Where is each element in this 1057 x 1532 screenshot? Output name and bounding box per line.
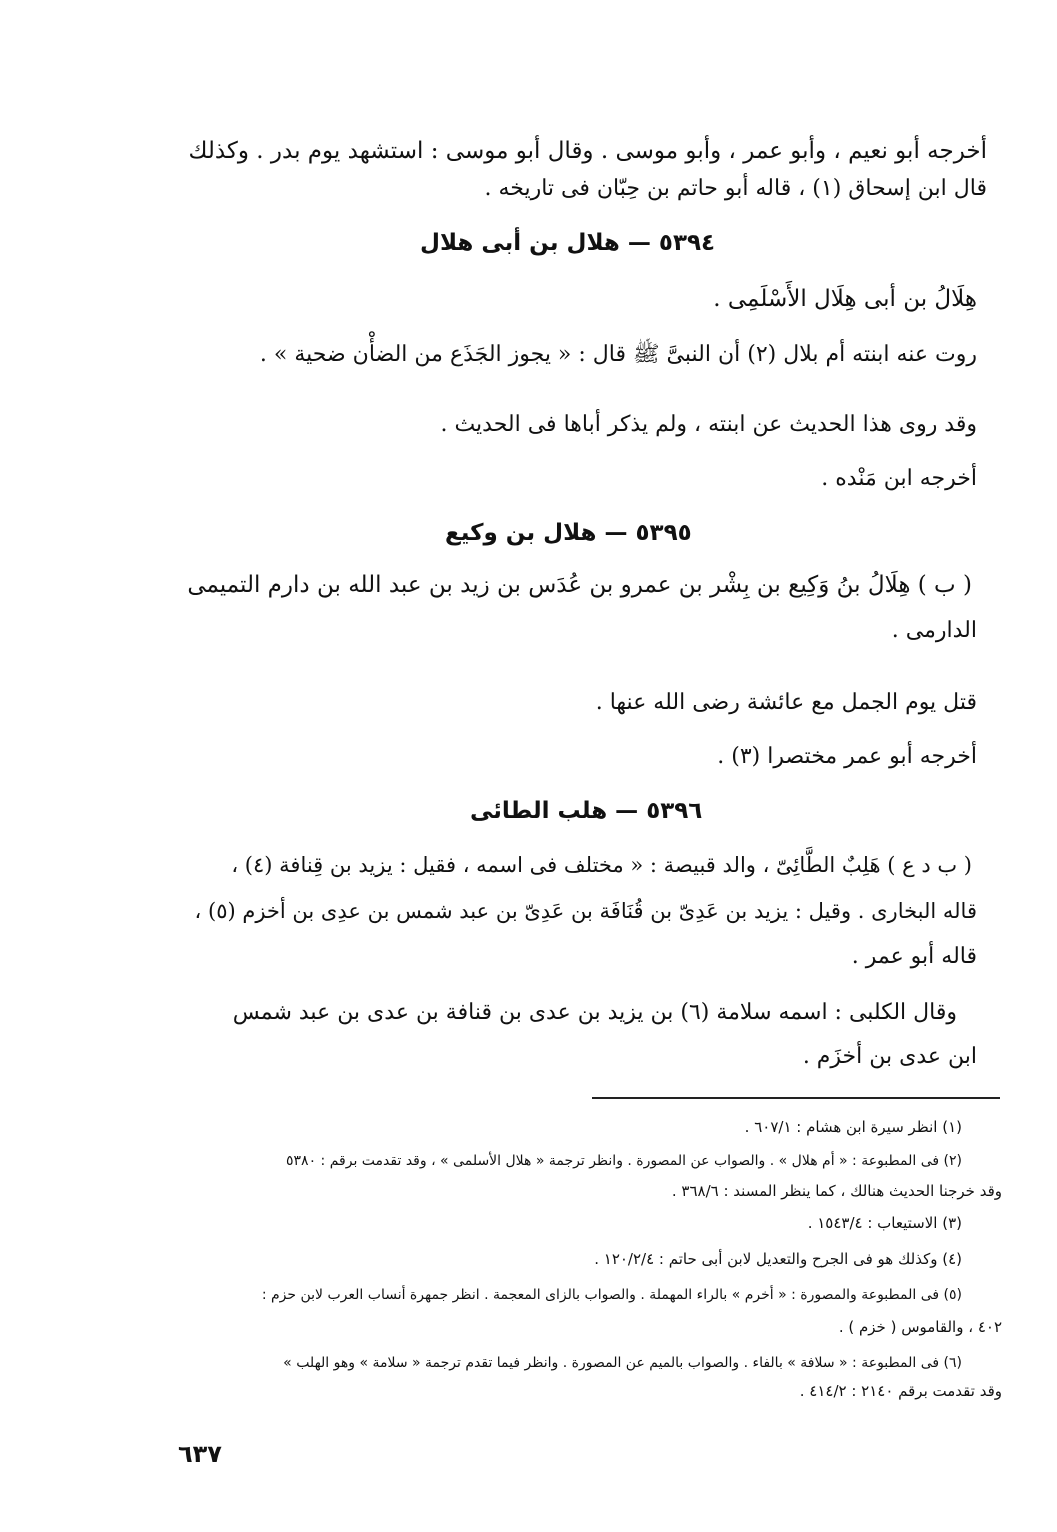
prev-entry-line-1: أخرجه أبو نعيم ، وأبو عمر ، وأبو موسى . وقال أبو موسى : استشهد يوم بدر . وكذلك — [188, 138, 987, 164]
footnote-separator — [592, 1097, 1000, 1099]
entry-heading-5394: ٥٣٩٤ — هلال بن أبى هلال — [420, 230, 716, 256]
entry-5395-lineage-line-1: ( ب ) هِلَالُ بنُ وَكِيع بن بِشْر بن عمرو بن عُدَس بن زيد بن عبد الله بن دارم التميمى — [187, 572, 972, 598]
prev-entry-line-2: قال ابن إسحاق (١) ، قاله أبو حاتم بن حِبّان فى تاريخه . — [484, 176, 987, 201]
entry-5394-name: هِلَالُ بن أبى هِلَال الأَسْلَمِى . — [713, 286, 977, 312]
entry-5396-name-line-1: ( ب د ع ) هَلِبٌ الطَّائِىّ ، والد قبيصة : « مختلف فى اسمه ، فقيل : يزيد بن قِنافة (٤) ، — [231, 853, 972, 877]
footnote-4: (٤) وكذلك هو فى الجرح والتعديل لابن أبى حاتم : ١٢٠/٢/٤ . — [594, 1250, 962, 1268]
entry-5396-kalbi-line-2: ابن عدى بن أخزَم . — [802, 1044, 977, 1069]
footnote-2-line-1: (٢) فى المطبوعة : « أم هلال » . والصواب عن المصورة . وانظر ترجمة « هلال الأسلمى » ، وقد تقدمت برقم : ٥٣٨٠ — [286, 1153, 962, 1169]
entry-5395-source: أخرجه أبو عمر مختصرا (٣) . — [717, 744, 977, 769]
footnote-1: (١) انظر سيرة ابن هشام : ٦٠٧/١ . — [744, 1118, 962, 1136]
entry-5394-source: أخرجه ابن مَنْده . — [821, 466, 977, 491]
footnote-6-line-1: (٦) فى المطبوعة : « سلافة » بالفاء . والصواب بالميم عن المصورة . وانظر فيما تقدم ترجمة « سلامة » وهو الهلب » — [283, 1355, 962, 1371]
entry-5396-name-line-2: قاله البخارى . وقيل : يزيد بن عَدِىّ بن قُنَافَة بن عَدِىّ بن عبد شمس بن عدِى بن أخزم (٥) ، — [194, 899, 977, 923]
footnote-6-line-2: وقد تقدمت برقم ٢١٤٠ : ٤١٤/٢ . — [799, 1382, 1002, 1400]
entry-5395-death: قتل يوم الجمل مع عائشة رضى الله عنها . — [595, 690, 977, 715]
footnote-5-line-1: (٥) فى المطبوعة والمصورة : « أخرم » بالراء المهملة . والصواب بالزاى المعجمة . انظر جمهرة أنساب العرب لابن حزم : — [261, 1287, 962, 1303]
page-number: ٦٣٧ — [178, 1440, 222, 1468]
entry-heading-5396: ٥٣٩٦ — هلب الطائى — [470, 798, 703, 824]
footnote-5-line-2: ٤٠٢ ، والقاموس ( خزم ) . — [838, 1318, 1002, 1336]
entry-5394-hadith: روت عنه ابنته أم بلال (٢) أن النبىَّ ﷺ قال : « يجوز الجَذَع من الضأْن ضحية » . — [259, 342, 977, 367]
entry-5394-note: وقد روى هذا الحديث عن ابنته ، ولم يذكر أباها فى الحديث . — [440, 412, 977, 437]
entry-heading-5395: ٥٣٩٥ — هلال بن وكيع — [445, 520, 692, 546]
entry-5395-lineage-line-2: الدارمى . — [891, 618, 977, 643]
footnote-2-line-2: وقد خرجنا الحديث هنالك ، كما ينظر المسند : ٣٦٨/٦ . — [671, 1182, 1002, 1200]
entry-5396-name-line-3: قاله أبو عمر . — [851, 944, 977, 969]
footnote-3: (٣) الاستيعاب : ١٥٤٣/٤ . — [807, 1214, 962, 1232]
entry-5396-kalbi-line-1: وقال الكلبى : اسمه سلامة (٦) بن يزيد بن عدى بن قنافة بن عدى بن عبد شمس — [232, 1000, 957, 1025]
